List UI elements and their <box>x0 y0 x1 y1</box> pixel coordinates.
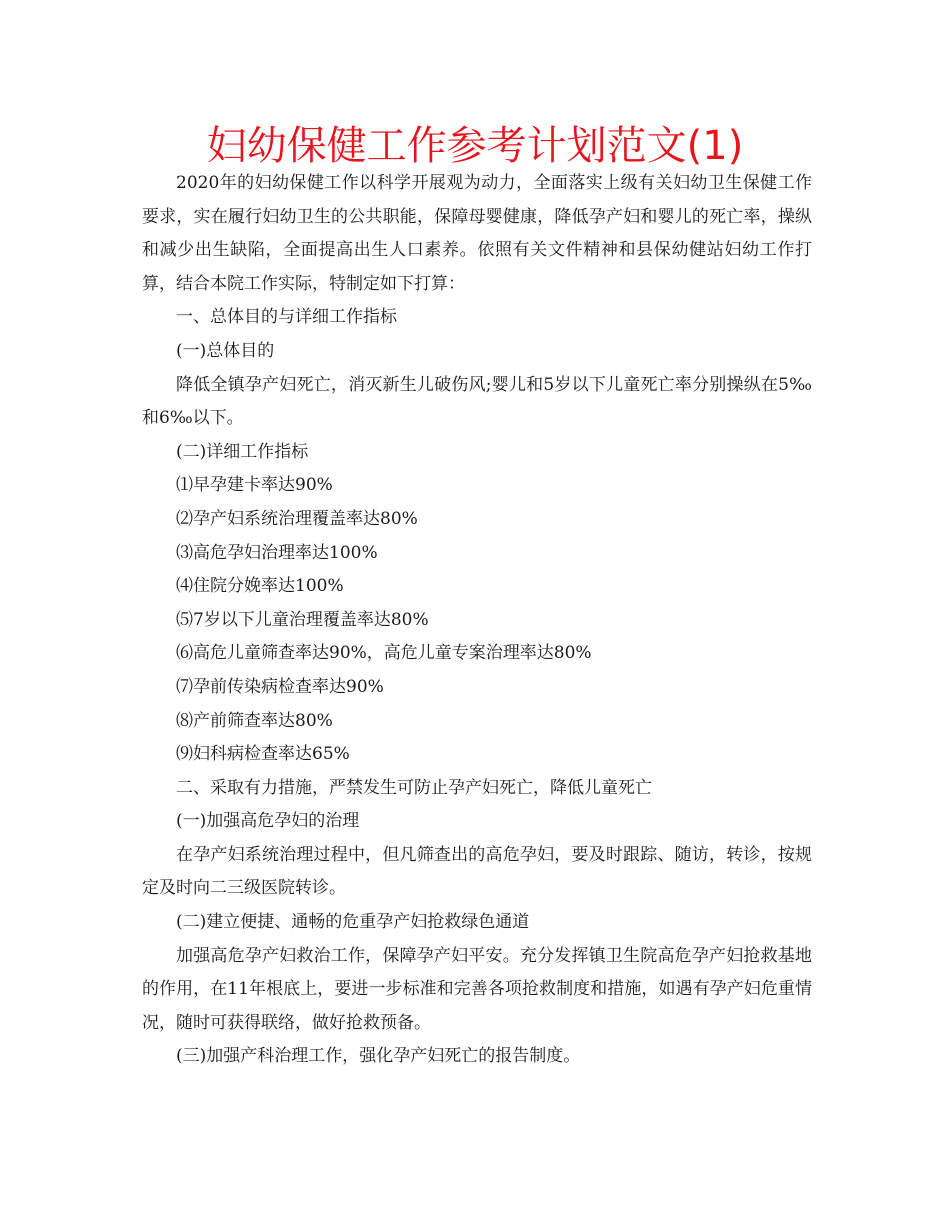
indicator-item: ⑸7岁以下儿童治理覆盖率达80% <box>176 609 429 630</box>
intro-paragraph: 2020年的妇幼保健工作以科学开展观为动力，全面落实上级有关妇幼卫生保健工作要求，实在履行妇幼卫生的公共职能，保障母婴健康，降低孕产妇和婴儿的死亡率，操纵和减少出生缺陷，全面提高出生人口素养。依照有关文件精神和县保幼健站妇幼工作打算，结合本院工作实际，特制定如下打算： <box>142 173 812 294</box>
indicator-item: ⑷住院分娩率达100% <box>176 576 344 597</box>
section-1-heading: 一、总体目的与详细工作指标 <box>176 307 397 328</box>
section-1-sub-2-heading: (二)详细工作指标 <box>176 441 309 462</box>
section-1-sub-1-text: 降低全镇孕产妇死亡，消灭新生儿破伤风;婴儿和5岁以下儿童死亡率分别操纵在5‰和6‰以下。 <box>142 374 812 429</box>
section-2-sub-2-heading: (二)建立便捷、通畅的危重孕产妇抢救绿色通道 <box>176 912 530 933</box>
section-1-sub-1-heading: (一)总体目的 <box>176 340 275 361</box>
indicator-item: ⑶高危孕妇治理率达100% <box>176 542 378 563</box>
indicator-item: ⑼妇科病检查率达65% <box>176 744 350 765</box>
document-title: 妇幼保健工作参考计划范文(1) <box>206 123 744 169</box>
section-2-sub-1-heading: (一)加强高危孕妇的治理 <box>176 811 360 832</box>
indicator-item: ⑺孕前传染病检查率达90% <box>176 676 384 697</box>
indicator-item: ⑵孕产妇系统治理覆盖率达80% <box>176 508 418 529</box>
indicator-item: ⑴早孕建卡率达90% <box>176 475 333 496</box>
section-2-sub-1-text: 在孕产妇系统治理过程中，但凡筛查出的高危孕妇，要及时跟踪、随访，转诊，按规定及时向二三级医院转诊。 <box>142 844 812 899</box>
section-2-sub-3-heading: (三)加强产科治理工作，强化孕产妇死亡的报告制度。 <box>176 1046 581 1067</box>
indicator-item: ⑻产前筛查率达80% <box>176 710 333 731</box>
section-2-sub-2-text: 加强高危孕产妇救治工作，保障孕产妇平安。充分发挥镇卫生院高危孕产妇抢救基地的作用，在11年根底上，要进一步标准和完善各项抢救制度和措施，如遇有孕产妇危重情况，随时可获得联络，做好抢救预备。 <box>142 945 812 1033</box>
section-2-heading: 二、采取有力措施，严禁发生可防止孕产妇死亡，降低儿童死亡 <box>176 777 652 798</box>
document-body <box>142 167 812 1074</box>
indicator-item: ⑹高危儿童筛查率达90%，高危儿童专案治理率达80% <box>176 643 592 664</box>
